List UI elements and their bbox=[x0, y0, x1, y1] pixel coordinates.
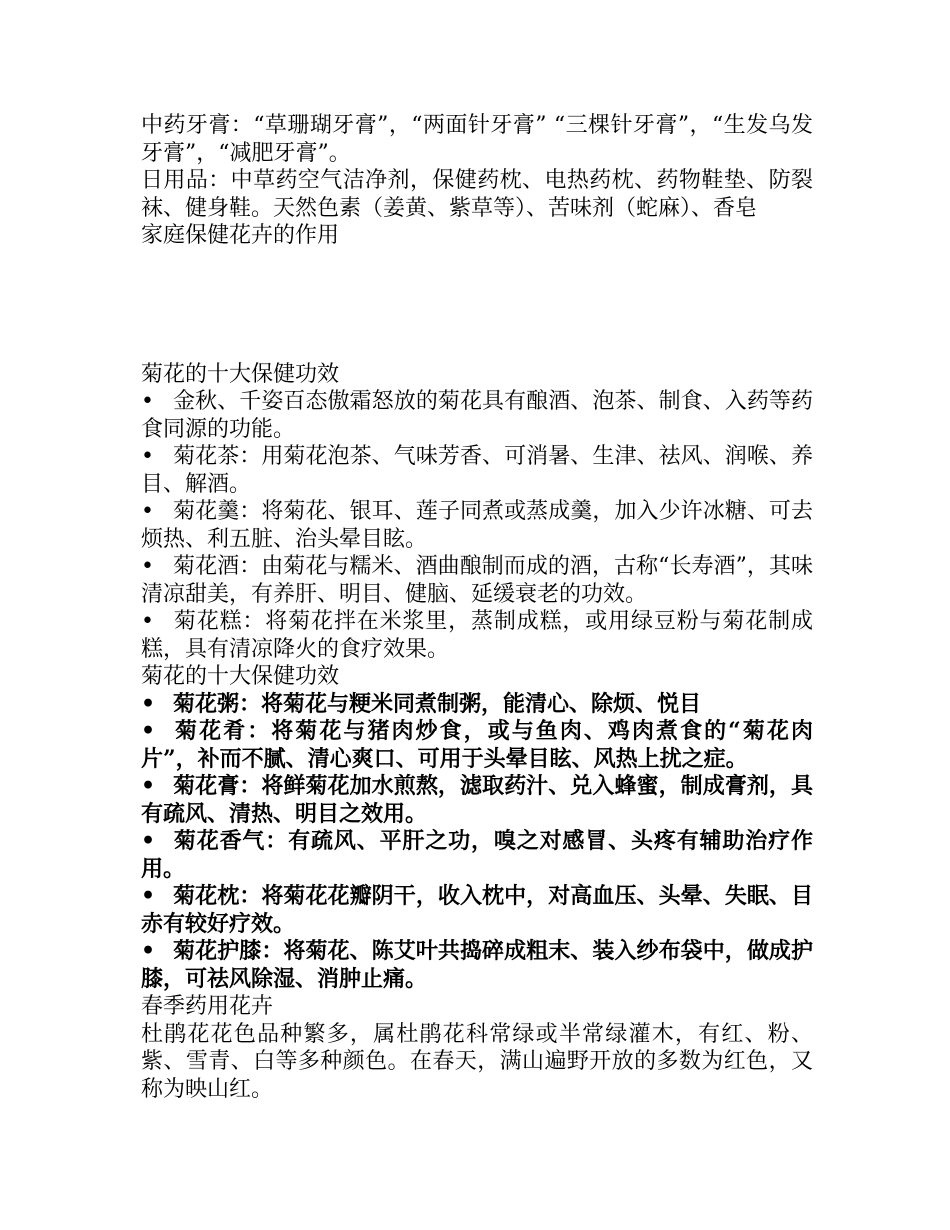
document-page bbox=[141, 112, 813, 1103]
bullet-dot: • bbox=[141, 883, 156, 909]
blank-gap bbox=[141, 250, 813, 361]
list-item-text: 菊花粥：将菊花与粳米同煮制粥，能清心、除烦、悦目 bbox=[173, 690, 702, 717]
list-item-text: 金秋、千姿百态傲霜怒放的菊花具有酿酒、泡茶、制食、入药等药食同源的功能。 bbox=[141, 389, 813, 442]
toothpaste-paragraph: 中药牙膏：“草珊瑚牙膏”，“两面针牙膏” “三棵针牙膏”，“生发乌发牙膏”，“减肥牙膏”。 bbox=[141, 113, 813, 166]
home-flowers-heading: 家庭保健花卉的作用 bbox=[141, 223, 340, 248]
list-item-text: 菊花茶：用菊花泡茶、气味芳香、可消暑、生津、祛风、润喉、养目、解酒。 bbox=[141, 444, 813, 497]
bullet-dot: • bbox=[141, 828, 156, 854]
bullet-dot: • bbox=[141, 499, 154, 524]
bullet-dot: • bbox=[141, 773, 156, 799]
list-item bbox=[141, 608, 813, 663]
spring-flowers-heading: 春季药用花卉 bbox=[141, 994, 274, 1019]
list-item bbox=[141, 828, 813, 883]
list-item-text: 菊花羹：将菊花、银耳、莲子同煮或蒸成羹，加入少许冰糖、可去烦热、利五脏、治头晕目眩。 bbox=[141, 499, 813, 552]
list-item-text: 菊花枕：将菊花花瓣阴干，收入枕中，对高血压、头晕、失眠、目赤有较好疗效。 bbox=[141, 883, 813, 937]
azalea-paragraph: 杜鹃花花色品种繁多，属杜鹃花科常绿或半常绿灌木，有红、粉、紫、雪青、白等多种颜色。在春天，满山遍野开放的多数为红色，又称为映山红。 bbox=[141, 1021, 813, 1102]
list-item-text: 菊花膏：将鲜菊花加水煎熬，滤取药汁、兑入蜂蜜，制成膏剂，具有疏风、清热、明目之效用。 bbox=[141, 773, 813, 827]
list-item-text: 菊花香气：有疏风、平肝之功，嗅之对感冒、头疼有辅助治疗作用。 bbox=[141, 828, 813, 882]
daily-goods-paragraph: 日用品：中草药空气洁净剂，保健药枕、电热药枕、药物鞋垫、防裂袜、健身鞋。天然色素（姜黄、紫草等）、苦味剂（蛇麻）、香皂 bbox=[141, 168, 813, 221]
bullet-dot: • bbox=[141, 609, 154, 634]
bullet-dot: • bbox=[141, 554, 154, 579]
list-item bbox=[141, 883, 813, 938]
list-item bbox=[141, 553, 813, 608]
list-item bbox=[141, 443, 813, 498]
chrysanthemum-heading-2: 菊花的十大保健功效 bbox=[141, 664, 340, 689]
bullet-dot: • bbox=[141, 444, 154, 469]
chrysanthemum-heading-1: 菊花的十大保健功效 bbox=[141, 361, 340, 387]
bullet-dot: • bbox=[141, 389, 154, 414]
list-item bbox=[141, 388, 813, 443]
list-item-text: 菊花肴：将菊花与猪肉炒食，或与鱼肉、鸡肉煮食的“菊花肉片”，补而不腻、清心爽口、可用于头晕目眩、风热上扰之症。 bbox=[141, 718, 813, 772]
bullet-dot: • bbox=[141, 938, 156, 964]
list-item bbox=[141, 938, 813, 993]
list-item-text: 菊花酒：由菊花与糯米、酒曲酿制而成的酒，古称“长寿酒”，其味清凉甜美，有养肝、明目、健脑、延缓衰老的功效。 bbox=[141, 554, 813, 607]
list-item bbox=[141, 498, 813, 553]
list-item-text: 菊花护膝：将菊花、陈艾叶共捣碎成粗末、装入纱布袋中，做成护膝，可祛风除湿、消肿止痛。 bbox=[141, 938, 813, 992]
bullet-dot: • bbox=[141, 690, 156, 717]
list-item bbox=[141, 691, 813, 719]
list-item-text: 菊花糕：将菊花拌在米浆里，蒸制成糕，或用绿豆粉与菊花制成糕，具有清凉降火的食疗效果。 bbox=[141, 609, 813, 662]
list-item bbox=[141, 773, 813, 828]
list-item bbox=[141, 718, 813, 773]
bullet-dot: • bbox=[141, 718, 156, 744]
chrysanthemum-list-2 bbox=[141, 691, 813, 994]
chrysanthemum-list-1 bbox=[141, 388, 813, 663]
